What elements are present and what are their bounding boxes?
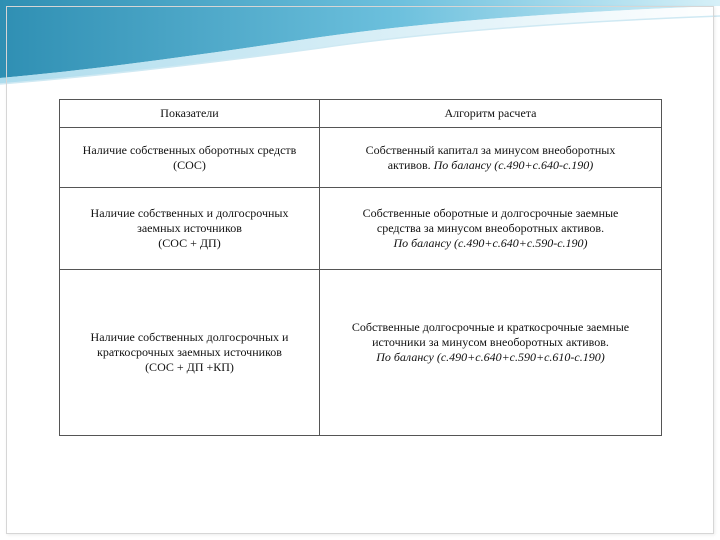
indicator-line: Наличие собственных и долгосрочных [90,206,289,220]
algorithm-formula: По балансу (с.490+с.640+с.590+с.610-с.190) [376,350,605,364]
algorithm-cell [320,128,662,188]
algorithm-line: Собственные оборотные и долгосрочные заемные [362,206,619,220]
algorithm-line: источники за минусом внеоборотных активов. [372,335,609,349]
indicators-table [59,99,662,436]
table-row [60,128,662,188]
algorithm-line: средства за минусом внеоборотных активов. [376,221,605,235]
table-row [60,188,662,270]
algorithm-line [326,158,655,173]
algorithm-formula: По балансу (с.490+с.640-с.190) [433,157,594,172]
indicator-line: Наличие собственных долгосрочных и [90,330,289,344]
algorithm-cell [320,188,662,270]
indicator-line: краткосрочных заемных источников [97,345,282,359]
table-header-row [60,100,662,128]
algorithm-line: Собственные долгосрочные и краткосрочные заемные [351,320,630,334]
algorithm-text: активов. [387,157,431,172]
header-indicators: Показатели [60,100,320,128]
indicator-line: (СОС + ДП) [158,236,221,250]
indicator-cell [60,270,320,436]
algorithm-line: Собственный капитал за минусом внеоборотных [365,142,616,157]
algorithm-formula: По балансу (с.490+с.640+с.590-с.190) [393,236,588,250]
indicator-line: заемных источников [137,221,242,235]
algorithm-cell [320,270,662,436]
table-row [60,270,662,436]
decorative-banner [0,0,720,86]
indicator-cell [60,188,320,270]
header-algorithm: Алгоритм расчета [320,100,662,128]
indicator-cell [60,128,320,188]
indicator-line: (СОС) [173,157,206,172]
indicator-line: (СОС + ДП +КП) [145,360,234,374]
indicator-line: Наличие собственных оборотных средств [82,142,297,157]
